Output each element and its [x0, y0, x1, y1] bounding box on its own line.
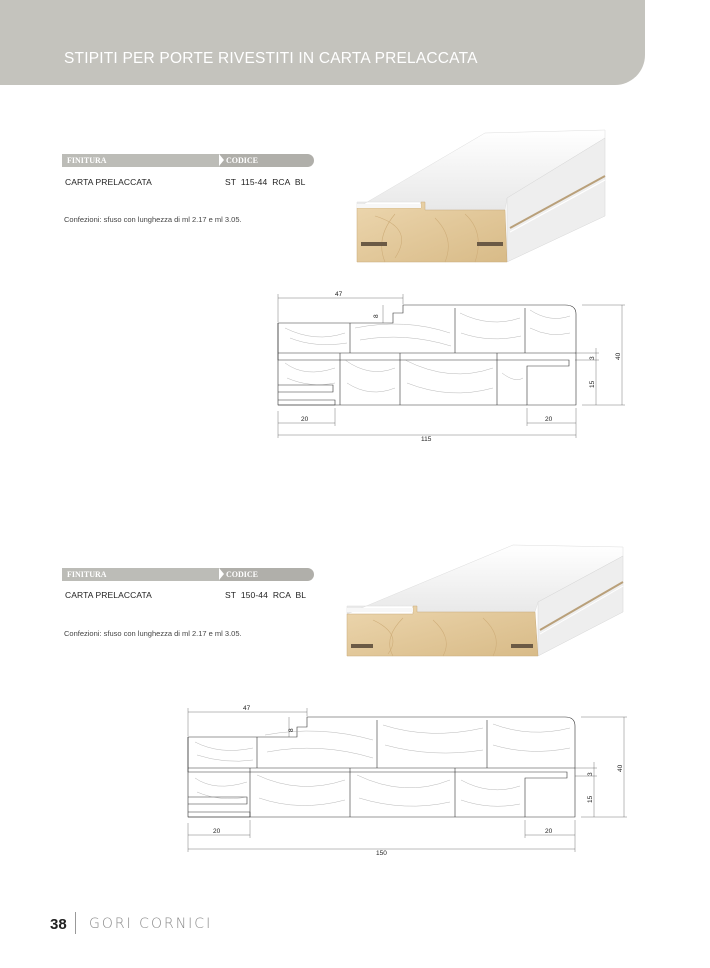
dim-rebate: 8 — [288, 728, 295, 732]
product-2-drawing — [175, 700, 635, 858]
product-2-finish: CARTA PRELACCATA — [65, 590, 152, 600]
dim-top-width: 47 — [243, 705, 251, 712]
dim-lower: 15 — [587, 795, 594, 803]
dim-rebate: 8 — [373, 314, 380, 318]
product-1-render — [355, 128, 610, 264]
page-title: STIPITI PER PORTE RIVESTITI IN CARTA PRELACCATA — [64, 50, 478, 67]
header-band — [0, 0, 645, 85]
dim-left-lip: 20 — [301, 416, 309, 423]
product-1-drawing — [265, 288, 635, 444]
dim-total-width: 115 — [421, 436, 432, 443]
dim-top-width: 47 — [335, 291, 343, 298]
dim-thickness: 40 — [615, 352, 622, 360]
dim-right-lip: 20 — [545, 416, 553, 423]
product-2-note: Confezioni: sfuso con lunghezza di ml 2.17 e ml 3.05. — [64, 629, 242, 638]
dim-right-lip: 20 — [545, 828, 553, 835]
dim-groove: 3 — [589, 356, 596, 360]
footer-divider — [75, 912, 76, 934]
header-separator — [219, 568, 224, 580]
product-2-render — [343, 542, 628, 658]
product-1-code: ST 115-44 RCA BL — [225, 177, 306, 187]
dim-lower: 15 — [589, 380, 596, 388]
dim-groove: 3 — [587, 772, 594, 776]
finish-header: FINITURA — [67, 156, 107, 165]
product-1-table-header — [62, 154, 314, 167]
dim-thickness: 40 — [617, 764, 624, 772]
dim-left-lip: 20 — [213, 828, 221, 835]
code-header: CODICE — [226, 570, 259, 579]
product-2-table-header — [62, 568, 314, 581]
finish-header: FINITURA — [67, 570, 107, 579]
product-2-code: ST 150-44 RCA BL — [225, 590, 307, 600]
brand-logo: GORI CORNICI — [89, 916, 213, 932]
header-separator — [219, 154, 224, 166]
product-1-note: Confezioni: sfuso con lunghezza di ml 2.17 e ml 3.05. — [64, 215, 242, 224]
product-1-finish: CARTA PRELACCATA — [65, 177, 152, 187]
dim-total-width: 150 — [376, 850, 387, 857]
code-header: CODICE — [226, 156, 259, 165]
page-number: 38 — [50, 916, 67, 933]
